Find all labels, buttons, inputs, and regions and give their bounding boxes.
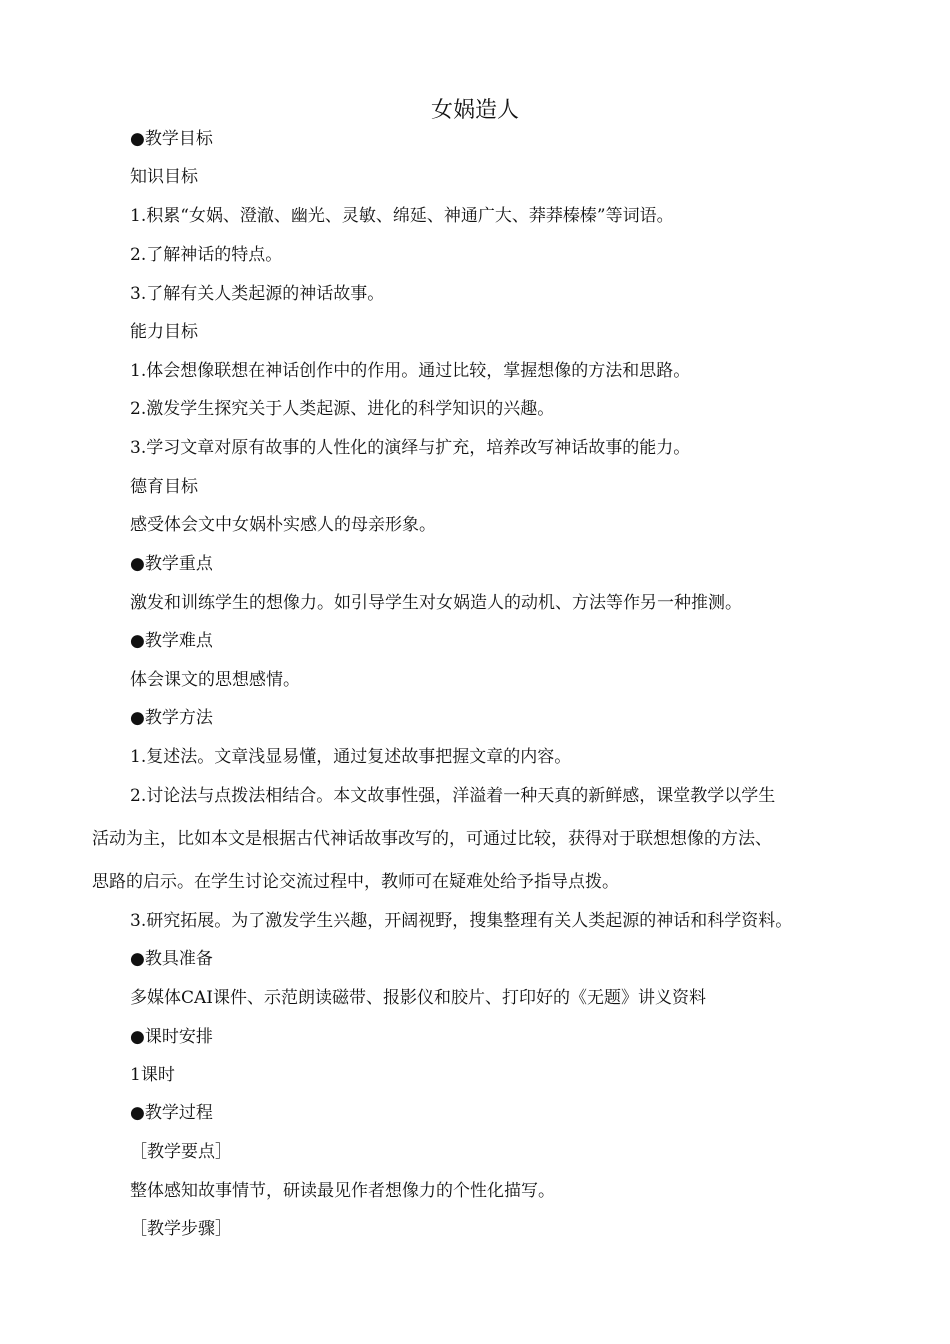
method-2-line-3: 思路的启示。在学生讨论交流过程中，教师可在疑难处给予指导点拨。	[92, 872, 619, 892]
method-2-line-1: 2.讨论法与点拨法相结合。本文故事性强，洋溢着一种天真的新鲜感，课堂教学以学生	[130, 786, 776, 806]
ability-goal-1: 1.体会想像联想在神话创作中的作用。通过比较，掌握想像的方法和思路。	[130, 361, 691, 381]
section-heading-process: ●教学过程	[130, 1103, 213, 1123]
knowledge-goal-3: 3.了解有关人类起源的神话故事。	[130, 284, 385, 304]
section-heading-schedule: ●课时安排	[130, 1027, 213, 1047]
section-heading-methods: ●教学方法	[130, 708, 213, 728]
ability-goal-3: 3.学习文章对原有故事的人性化的演绎与扩充，培养改写神话故事的能力。	[130, 438, 691, 458]
process-key-points-label: ［教学要点］	[130, 1142, 232, 1162]
method-3: 3.研究拓展。为了激发学生兴趣，开阔视野，搜集整理有关人类起源的神话和科学资料。	[130, 911, 793, 931]
section-heading-materials: ●教具准备	[130, 949, 213, 969]
method-1: 1.复述法。文章浅显易懂，通过复述故事把握文章的内容。	[130, 747, 572, 767]
section-heading-teaching-goals: ●教学目标	[130, 129, 213, 149]
section-heading-difficulties: ●教学难点	[130, 631, 213, 651]
knowledge-goal-1: 1.积累“女娲、澄澈、幽光、灵敏、绵延、神通广大、莽莽榛榛”等词语。	[130, 206, 674, 226]
difficulties-text: 体会课文的思想感情。	[130, 670, 300, 690]
method-2-line-2: 活动为主，比如本文是根据古代神话故事改写的，可通过比较，获得对于联想想像的方法、	[92, 829, 772, 849]
subheading-ability-goals: 能力目标	[130, 322, 198, 342]
key-points-text: 激发和训练学生的想像力。如引导学生对女娲造人的动机、方法等作另一种推测。	[130, 593, 742, 613]
process-key-points-text: 整体感知故事情节，研读最见作者想像力的个性化描写。	[130, 1181, 555, 1201]
schedule-text: 1课时	[130, 1065, 175, 1085]
section-heading-key-points: ●教学重点	[130, 554, 213, 574]
document-title: 女娲造人	[430, 98, 519, 123]
ability-goal-2: 2.激发学生探究关于人类起源、进化的科学知识的兴趣。	[130, 399, 555, 419]
materials-text: 多媒体CAI课件、示范朗读磁带、报影仪和胶片、打印好的《无题》讲义资料	[130, 988, 706, 1008]
subheading-knowledge-goals: 知识目标	[130, 167, 198, 187]
moral-goal-text: 感受体会文中女娲朴实感人的母亲形象。	[130, 515, 436, 535]
knowledge-goal-2: 2.了解神话的特点。	[130, 245, 283, 265]
process-steps-label: ［教学步骤］	[130, 1219, 232, 1239]
subheading-moral-goals: 德育目标	[130, 477, 198, 497]
